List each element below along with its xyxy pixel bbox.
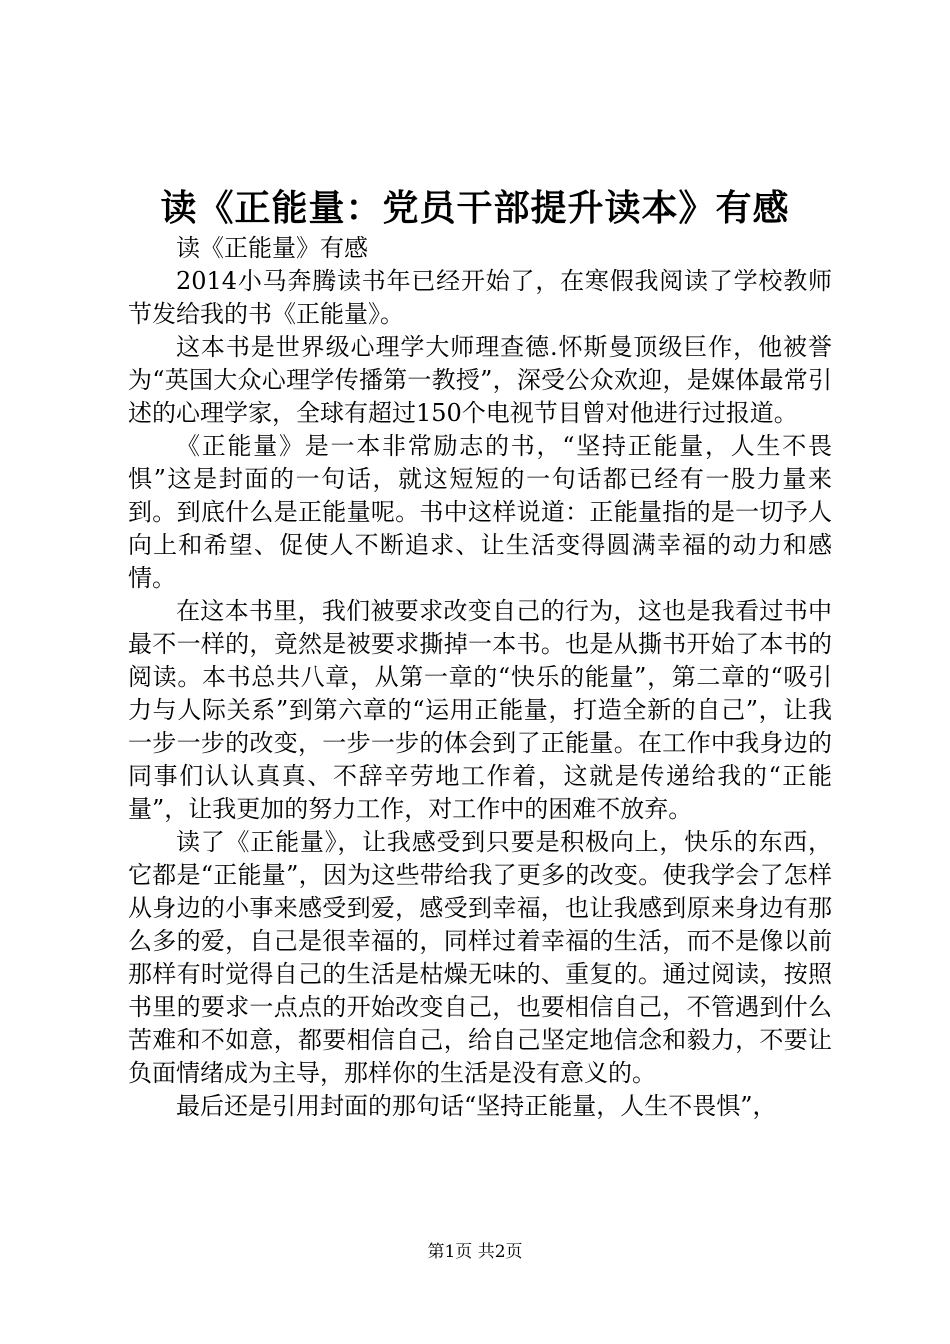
document-body xyxy=(128,232,832,1123)
paragraph: 《正能量》是一本非常励志的书，“坚持正能量，人生不畏惧”这是封面的一句话，就这短短的一句话都已经有一股力量来到。到底什么是正能量呢。书中这样说道：正能量指的是一切予人向上和希望、促使人不断追求、让生活变得圆满幸福的动力和感情。 xyxy=(128,432,832,592)
paragraph: 最后还是引用封面的那句话“坚持正能量，人生不畏惧”， xyxy=(176,1092,777,1120)
paragraph: 2014小马奔腾读书年已经开始了，在寒假我阅读了学校教师节发给我的书《正能量》。 xyxy=(128,267,832,328)
paragraph: 这本书是世界级心理学大师理查德.怀斯曼顶级巨作，他被誉为“英国大众心理学传播第一教授”，深受公众欢迎，是媒体最常引述的心理学家，全球有超过150个电视节目曾对他进行过报道。 xyxy=(128,333,832,427)
document-title: 读《正能量：党员干部提升读本》有感 xyxy=(160,187,790,229)
paragraph: 在这本书里，我们被要求改变自己的行为，这也是我看过书中最不一样的，竟然是被要求撕掉一本书。也是从撕书开始了本书的阅读。本书总共八章，从第一章的“快乐的能量”，第二章的“吸引力与人际关系”到第六章的“运用正能量，打造全新的自己”，让我一步一步的改变，一步一步的体会到了正能量。在工作中我身边的同事们认认真真、不辞辛劳地工作着，这就是传递给我的“正能量”，让我更加的努力工作，对工作中的困难不放弃。 xyxy=(128,597,832,823)
page-number: 第1页 共2页 xyxy=(427,1242,523,1262)
paragraph: 读了《正能量》，让我感受到只要是积极向上，快乐的东西，它都是“正能量”，因为这些带给我了更多的改变。使我学会了怎样从身边的小事来感受到爱，感受到幸福，也让我感到原来身边有那么多的爱，自己是很幸福的，同样过着幸福的生活，而不是像以前那样有时觉得自己的生活是枯燥无味的、重复的。通过阅读，按照书里的要求一点点的开始改变自己，也要相信自己，不管遇到什么苦难和不如意，都要相信自己，给自己坚定地信念和毅力，不要让负面情绪成为主导，那样你的生活是没有意义的。 xyxy=(128,828,832,1087)
paragraph-subtitle: 读《正能量》有感 xyxy=(176,234,368,262)
